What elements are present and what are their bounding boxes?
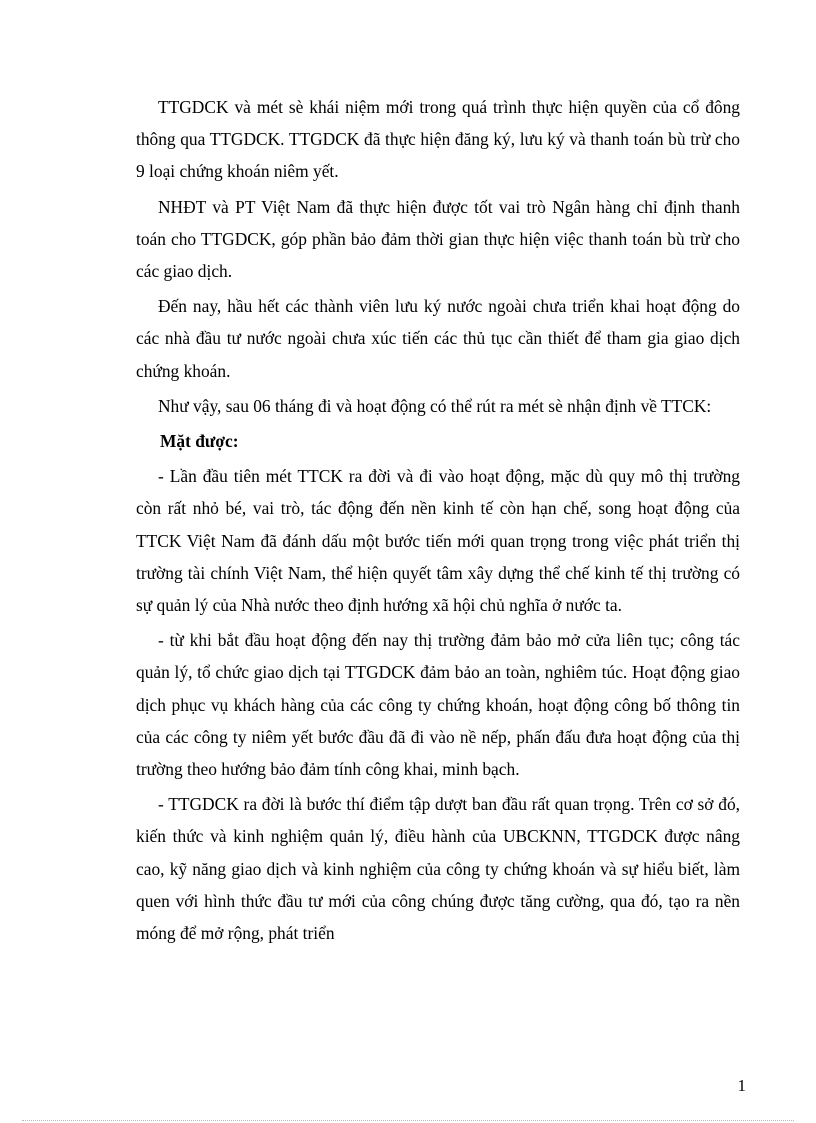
paragraph-nhdt-bank: NHĐT và PT Việt Nam đã thực hiện được tốt vai trò Ngân hàng chỉ định thanh toán cho TTGDCK, góp phần bảo đảm thời gian thực hiện việc thanh toán bù trừ cho các giao dịch.	[136, 196, 740, 282]
paragraph-foreign-custodians: Đến nay, hầu hết các thành viên lưu ký nước ngoài chưa triển khai hoạt động do các nhà đầu tư nước ngoài chưa xúc tiến các thủ tục cần thiết để tham gia giao dịch chứng khoán.	[136, 296, 740, 381]
section-heading-positive-aspects: Mặt được:	[160, 431, 239, 452]
paragraph-continuous-operation: - từ khi bắt đầu hoạt động đến nay thị trường đảm bảo mở cửa liên tục; công tác quản lý, tổ chức giao dịch tại TTGDCK đảm bảo an toàn, nghiêm túc. Hoạt động giao dịch phục vụ khách hàng của các công ty chứng khoán, hoạt động công bố thông tin của các công ty niêm yết bước đầu đã đi vào nề nếp, phấn đấu đưa hoạt động của thị trường theo hướng bảo đảm tính công khai, minh bạch.	[136, 630, 740, 780]
paragraph-pilot-step: - TTGDCK ra đời là bước thí điểm tập dượt ban đầu rất quan trọng. Trên cơ sở đó, kiến thức và kinh nghiệm quản lý, điều hành của UBCKNN, TTGDCK được nâng cao, kỹ năng giao dịch và kinh nghiệm của công ty chứng khoán và sự hiểu biết, làm quen với hình thức đầu tư mới của công chúng được tăng cường, qua đó, tạo ra nền móng để mở rộng, phát triển	[136, 794, 740, 944]
paragraph-intro-ttgdck: TTGDCK và mét sè khái niệm mới trong quá trình thực hiện quyền của cổ đông thông qua TTGDCK. TTGDCK đã thực hiện đăng ký, lưu ký và thanh toán bù trừ cho 9 loại chứng khoán niêm yết.	[136, 97, 740, 182]
paragraph-first-market: - Lần đầu tiên mét TTCK ra đời và đi vào hoạt động, mặc dù quy mô thị trường còn rất nhỏ bé, vai trò, tác động đến nền kinh tế còn hạn chế, song hoạt động của TTCK Việt Nam đã đánh dấu một bước tiến mới quan trọng trong việc phát triển thị trường tài chính Việt Nam, thể hiện quyết tâm xây dựng thể chế kinh tế thị trường có sự quản lý của Nhà nước theo định hướng xã hội chủ nghĩa ở nước ta.	[136, 466, 740, 616]
page-number: 1	[737, 1076, 746, 1095]
paragraph-six-months-summary: Như vậy, sau 06 tháng đi và hoạt động có thể rút ra mét sè nhận định về TTCK:	[158, 395, 712, 416]
footer-divider	[22, 1120, 794, 1121]
document-body	[136, 91, 740, 952]
